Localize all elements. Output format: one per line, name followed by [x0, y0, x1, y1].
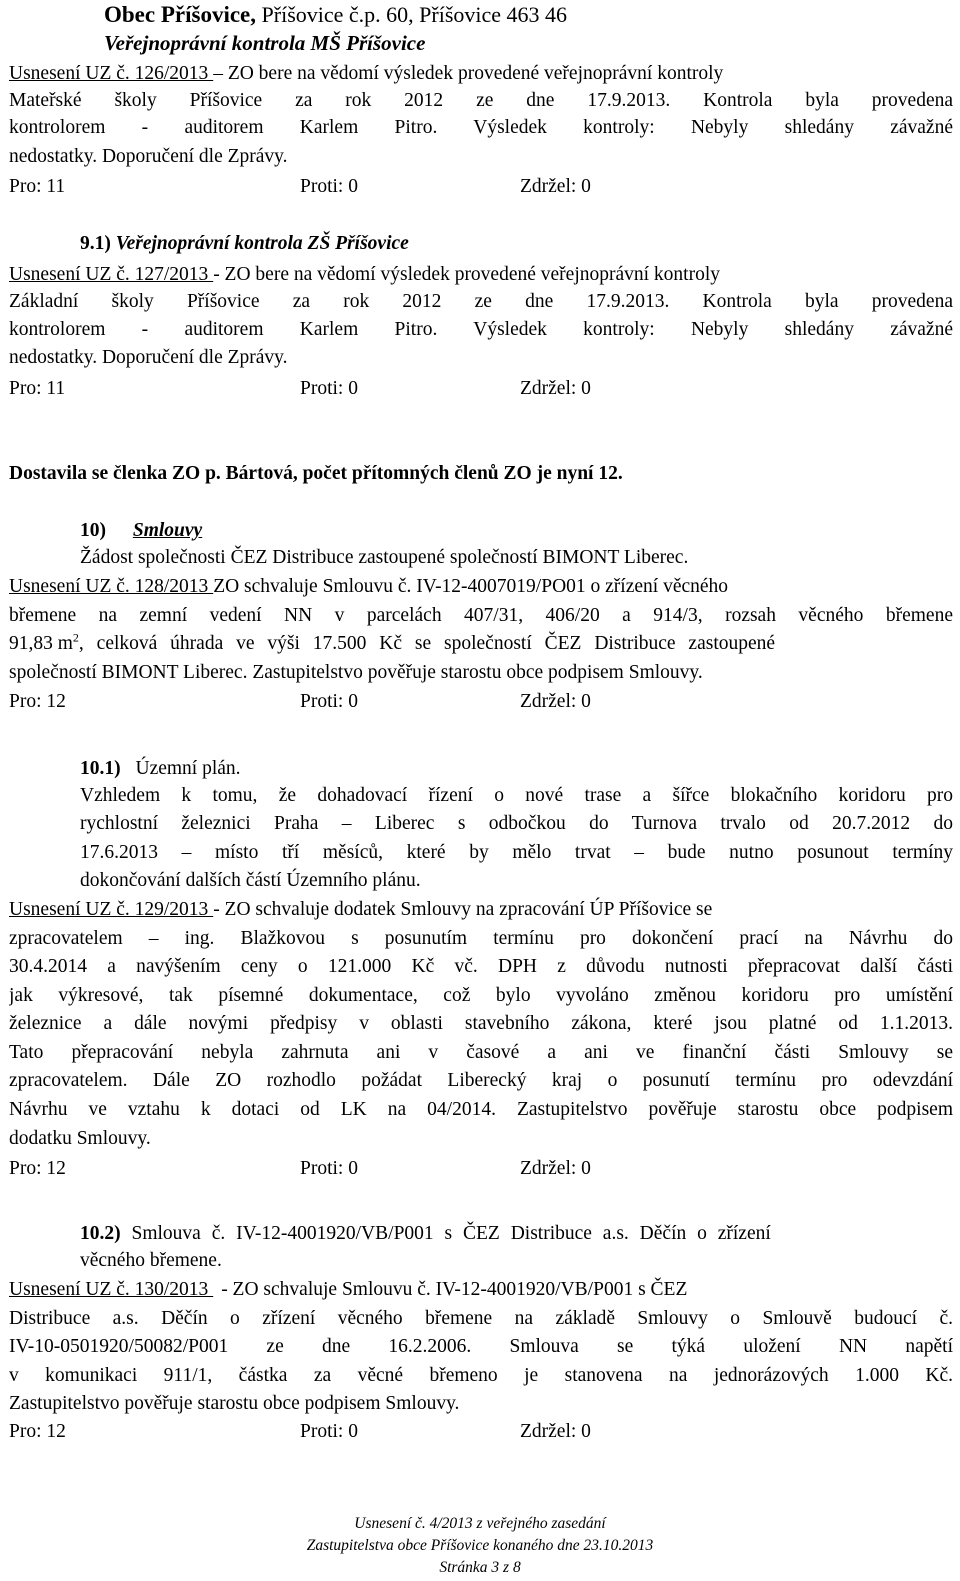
- section-9-1-title: Veřejnoprávní kontrola ZŠ Příšovice: [110, 233, 409, 254]
- resolution-128-ref: Usnesení UZ č. 128/2013: [9, 576, 214, 597]
- section-10-1-title: Územní plán.: [130, 758, 241, 779]
- resolution-127-text: - ZO bere na vědomí výsledek provedené veřejnoprávní kontroly: [213, 264, 721, 285]
- section-10-title: Smlouvy: [132, 520, 203, 541]
- resolution-130-ref: Usnesení UZ č. 130/2013: [9, 1279, 214, 1300]
- resolution-129-text: - ZO schvaluje dodatek Smlouvy na zpracování ÚP Příšovice se: [213, 899, 713, 920]
- section-10-2-line-2: věcného břemene.: [80, 1250, 222, 1271]
- resolution-129-line-4: jak výkresové, tak písemné dokumentace, což bylo vyvoláno změnou koridoru pro umístění: [9, 985, 953, 1006]
- section-10-2-number: 10.2): [80, 1223, 121, 1244]
- resolution-130-line-3: IV-10-0501920/50082/P001 ze dne 16.2.2006. Smlouva se týká uložení NN napětí: [9, 1336, 953, 1357]
- section-9-1-heading: [80, 230, 960, 257]
- vote-proti: Proti: 0: [300, 378, 358, 399]
- vote-proti: Proti: 0: [300, 176, 358, 197]
- vote-zdrzel: Zdržel: 0: [520, 176, 591, 197]
- resolution-127-line-1: [9, 261, 953, 288]
- vote-proti: Proti: 0: [300, 691, 358, 712]
- section-10-2-title: Smlouva č. IV-12-4001920/VB/P001 s ČEZ Distribuce a.s. Děčín o zřízení: [120, 1223, 771, 1244]
- resolution-126-text: – ZO bere na vědomí výsledek provedené veřejnoprávní kontroly: [213, 63, 724, 84]
- section-9-1-number: 9.1): [80, 233, 111, 254]
- vote-pro: Pro: 12: [9, 1158, 66, 1179]
- resolution-126-line-2: Mateřské školy Příšovice za rok 2012 ze dne 17.9.2013. Kontrola byla provedena: [9, 90, 953, 111]
- vote-pro: Pro: 11: [9, 176, 66, 197]
- resolution-129-ref: Usnesení UZ č. 129/2013: [9, 899, 214, 920]
- resolution-128-line-4: společností BIMONT Liberec. Zastupitelstvo pověřuje starostu obce podpisem Smlouvy.: [9, 662, 703, 683]
- resolution-129-line-3: 30.4.2014 a navýšením ceny o 121.000 Kč vč. DPH z důvodu nutnosti přepracovat další části: [9, 956, 953, 977]
- resolution-126-ref: Usnesení UZ č. 126/2013: [9, 63, 214, 84]
- vote-zdrzel: Zdržel: 0: [520, 378, 591, 399]
- resolution-130-line-2: Distribuce a.s. Děčín o zřízení věcného břemene na základě Smlouvy o Smlouvě budoucí č.: [9, 1308, 953, 1329]
- attendance-notice: Dostavila se členka ZO p. Bártová, počet přítomných členů ZO je nyní 12.: [9, 463, 623, 484]
- resolution-127-line-2: Základní školy Příšovice za rok 2012 ze dne 17.9.2013. Kontrola byla provedena: [9, 291, 953, 312]
- resolution-129-line-9: dodatku Smlouvy.: [9, 1128, 151, 1149]
- resolution-126-line-4: nedostatky. Doporučení dle Zprávy.: [9, 146, 288, 167]
- page-title-main: Obec Příšovice,: [104, 2, 257, 27]
- resolution-130-line-4: v komunikaci 911/1, částka za věcné břemeno je stanovena na jednorázových 1.000 Kč.: [9, 1365, 953, 1386]
- resolution-128-line-3-rest: , celková úhrada ve výši 17.500 Kč se společností ČEZ Distribuce zastoupené: [78, 633, 776, 654]
- resolution-127-line-4: nedostatky. Doporučení dle Zprávy.: [9, 347, 288, 368]
- resolution-126-line-3: kontrolorem - auditorem Karlem Pitro. Výsledek kontroly: Nebyly shledány závažné: [9, 117, 953, 138]
- vote-zdrzel: Zdržel: 0: [520, 691, 591, 712]
- resolution-129-line-7: zpracovatelem. Dále ZO rozhodlo požádat Liberecký kraj o posunutí termínu pro odevzdání: [9, 1070, 953, 1091]
- resolution-126-line-1: [9, 60, 953, 87]
- resolution-129-line-8: Návrhu ve vztahu k dotaci od LK na 04/2014. Zastupitelstvo pověřuje starostu obce podpisem: [9, 1099, 953, 1120]
- section-10-heading: [80, 517, 960, 544]
- page-subtitle: Veřejnoprávní kontrola MŠ Příšovice: [104, 31, 426, 55]
- section-10-1-line-2: rychlostní železnici Praha – Liberec s odbočkou do Turnova trvalo od 20.7.2012 do: [80, 813, 953, 834]
- section-10-description: Žádost společnosti ČEZ Distribuce zastoupené společností BIMONT Liberec.: [80, 547, 689, 568]
- vote-pro: Pro: 12: [9, 1421, 66, 1442]
- section-10-1-number: 10.1): [80, 758, 121, 779]
- section-10-1-line-1: Vzhledem k tomu, že dohadovací řízení o nové trase a šířce blokačního koridoru pro: [80, 785, 953, 806]
- resolution-128-text: ZO schvaluje Smlouvu č. IV-12-4007019/PO01 o zřízení věcného: [213, 576, 729, 597]
- resolution-127-line-3: kontrolorem - auditorem Karlem Pitro. Výsledek kontroly: Nebyly shledány závažné: [9, 319, 953, 340]
- resolution-129-line-6: Tato přepracování nebyla zahrnuta ani v časové a ani ve finanční části Smlouvy se: [9, 1042, 953, 1063]
- vote-proti: Proti: 0: [300, 1158, 358, 1179]
- footer-page-number: Stránka 3 z 8: [439, 1559, 521, 1576]
- page-title: [104, 2, 567, 28]
- vote-zdrzel: Zdržel: 0: [520, 1421, 591, 1442]
- area-value: 91,83 m: [9, 633, 73, 654]
- resolution-128-line-3: [9, 630, 953, 657]
- vote-proti: Proti: 0: [300, 1421, 358, 1442]
- section-10-1-heading: [80, 755, 960, 782]
- resolution-130-text: - ZO schvaluje Smlouvu č. IV-12-4001920/VB/P001 s ČEZ: [221, 1279, 688, 1300]
- page-title-address: Příšovice č.p. 60, Příšovice 463 46: [256, 2, 568, 27]
- footer-line-1: Usnesení č. 4/2013 z veřejného zasedání: [354, 1515, 606, 1532]
- section-10-number: 10): [80, 520, 106, 541]
- resolution-129-line-5: železnice a dále novými předpisy v oblasti stavebního zákona, které jsou platné od 1.1.2013.: [9, 1013, 953, 1034]
- vote-pro: Pro: 12: [9, 691, 66, 712]
- vote-zdrzel: Zdržel: 0: [520, 1158, 591, 1179]
- resolution-130-line-1: [9, 1276, 953, 1303]
- footer-line-2: Zastupitelstva obce Příšovice konaného dne 23.10.2013: [306, 1537, 654, 1554]
- resolution-128-line-1: [9, 573, 953, 600]
- resolution-129-line-2: zpracovatelem – ing. Blažkovou s posunutím termínu pro dokončení prací na Návrhu do: [9, 928, 953, 949]
- resolution-130-line-5: Zastupitelstvo pověřuje starostu obce podpisem Smlouvy.: [9, 1393, 460, 1414]
- resolution-128-line-2: břemene na zemní vedení NN v parcelách 407/31, 406/20 a 914/3, rozsah věcného břemene: [9, 605, 953, 626]
- section-10-1-line-4: dokončování dalších částí Územního plánu.: [80, 870, 421, 891]
- resolution-127-ref: Usnesení UZ č. 127/2013: [9, 264, 214, 285]
- section-10-1-line-3: 17.6.2013 – místo tří měsíců, které by mělo trvat – bude nutno posunout termíny: [80, 842, 953, 863]
- area-exponent: 2: [72, 630, 79, 645]
- vote-pro: Pro: 11: [9, 378, 66, 399]
- section-10-2-heading: [80, 1220, 953, 1247]
- resolution-129-line-1: [9, 896, 953, 923]
